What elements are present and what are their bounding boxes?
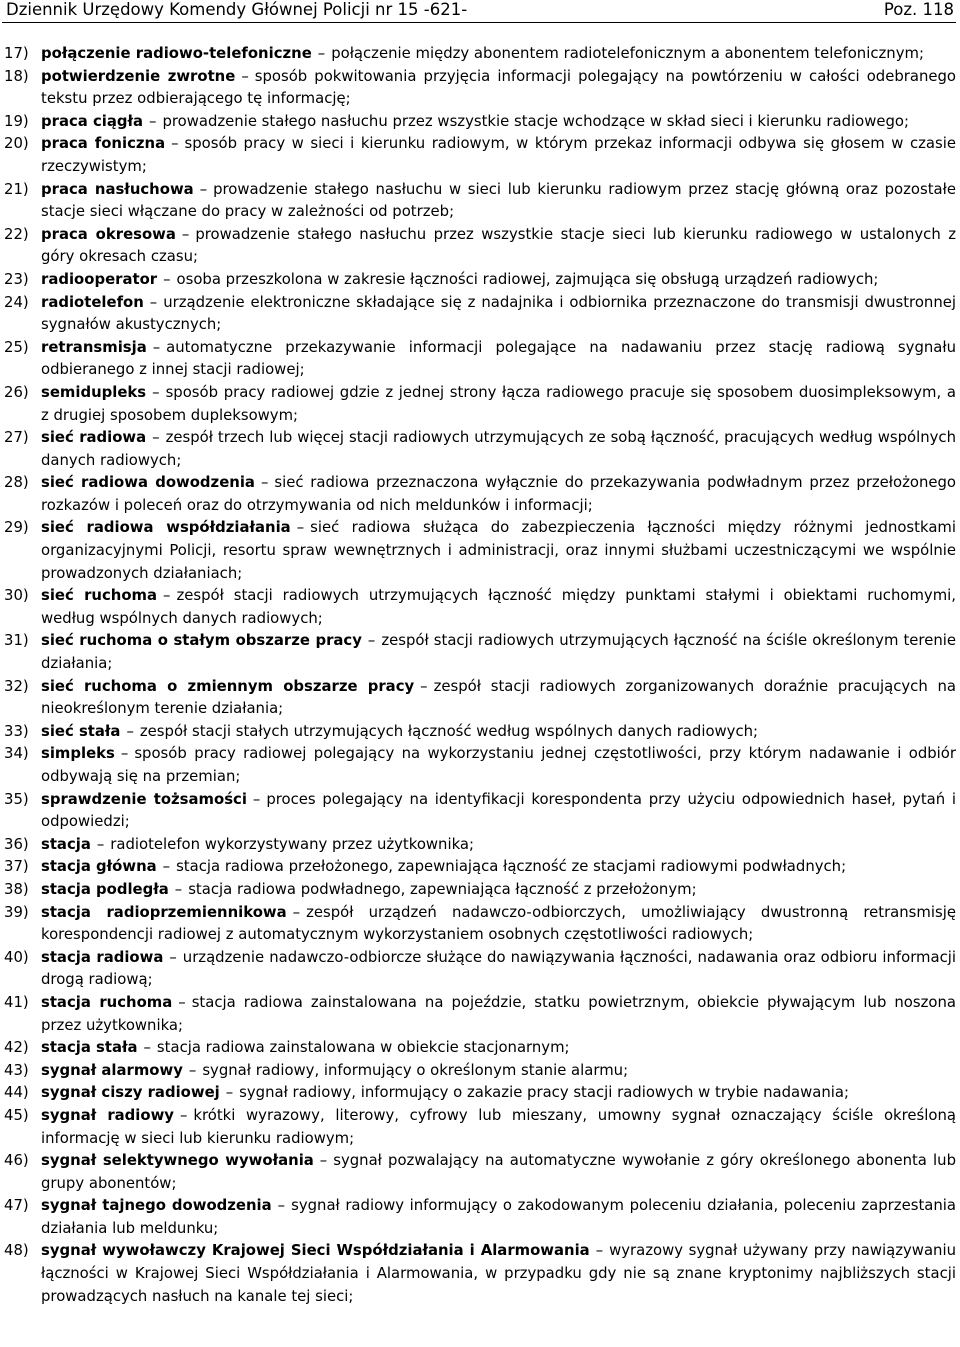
defined-term: sygnał wywoławczy Krajowej Sieci Współdziałania i Alarmowania — [41, 1241, 590, 1260]
definition-item — [2, 291, 956, 336]
item-body — [41, 1081, 956, 1104]
item-number: 38) — [4, 879, 29, 898]
defined-term: simpleks — [41, 744, 115, 763]
item-number: 44) — [4, 1083, 29, 1102]
defined-term: sygnał radiowy — [41, 1105, 174, 1124]
definition-text: urządzenie nadawczo-odbiorcze służące do nawiązywania łączności, nadawania oraz odbioru informacji drogą radiową; — [41, 947, 956, 989]
definition-dash: – — [241, 66, 249, 85]
definition-item — [2, 516, 956, 584]
item-body — [41, 675, 956, 720]
defined-term: potwierdzenie zwrotne — [41, 66, 236, 85]
definition-dash: – — [225, 1083, 234, 1102]
definition-text: sposób pracy w sieci i kierunku radiowym, w którym przekaz informacji odbywa się głosem w czasie rzeczywistym; — [41, 134, 956, 175]
definition-dash: – — [178, 992, 186, 1011]
defined-term: sieć ruchoma — [41, 586, 158, 605]
item-body — [41, 878, 956, 901]
item-number: 27) — [4, 428, 29, 447]
item-body — [41, 991, 956, 1036]
item-body — [41, 110, 956, 133]
definition-item — [2, 720, 956, 743]
definition-item — [2, 742, 956, 787]
definition-item — [2, 946, 956, 991]
definition-item — [2, 1149, 956, 1194]
item-body — [41, 291, 956, 336]
definition-item — [2, 1081, 956, 1104]
definition-item — [2, 223, 956, 268]
definition-text: urządzenie elektroniczne składające się z nadajnika i odbiornika przeznaczone do transmisji dwustronnej sygnałów akustycznych; — [41, 292, 956, 334]
definition-item — [2, 1059, 956, 1082]
definition-item — [2, 110, 956, 133]
definition-dash: – — [163, 269, 171, 288]
defined-term: połączenie radiowo-telefoniczne — [41, 44, 312, 62]
item-body — [41, 720, 956, 743]
definition-item — [2, 65, 956, 110]
defined-term: stacja ruchoma — [41, 992, 173, 1011]
definition-dash: – — [595, 1241, 604, 1260]
definition-dash: – — [188, 1060, 197, 1079]
item-number: 40) — [4, 947, 29, 966]
defined-term: praca ciągła — [41, 111, 144, 130]
definition-item — [2, 855, 956, 878]
definition-text: proces polegający na identyfikacji korespondenta przy użyciu odpowiednich haseł, pytań i odpowiedzi; — [41, 789, 956, 831]
definition-item — [2, 42, 956, 65]
item-body — [41, 426, 956, 471]
item-body — [41, 629, 956, 674]
definition-text: prowadzenie stałego nasłuchu w sieci lub kierunku radiowym przez stację główną oraz pozostałe stacje sieci włączane do pracy w zależności od potrzeb; — [41, 179, 956, 221]
definition-item — [2, 901, 956, 946]
definition-item — [2, 268, 956, 291]
defined-term: stacja stała — [41, 1038, 138, 1057]
item-body — [41, 132, 956, 177]
defined-term: stacja radiowa — [41, 947, 164, 966]
definition-dash: – — [152, 337, 161, 356]
definition-text: prowadzenie stałego nasłuchu przez wszystkie stacje sieci lub kierunku radiowego w ustalonych z góry okresach czasu; — [41, 224, 957, 266]
definition-dash: – — [162, 857, 171, 876]
definition-item — [2, 991, 956, 1036]
definition-dash: – — [152, 382, 160, 401]
definition-dash: – — [277, 1196, 286, 1215]
item-body — [41, 336, 956, 381]
definition-item — [2, 1104, 956, 1149]
item-number: 25) — [4, 337, 29, 356]
definition-text: zespół stacji radiowych zorganizowanych doraźnie pracujących na nieokreślonym terenie działania; — [41, 676, 956, 718]
defined-term: radiooperator — [41, 269, 158, 288]
item-body — [41, 584, 956, 629]
item-number: 48) — [4, 1241, 29, 1260]
definition-text: automatyczne przekazywanie informacji polegające na nadawaniu przez stację radiową sygnału odbieranego z innej stacji radiowej; — [41, 337, 956, 379]
definition-text: stacja radiowa przełożonego, zapewniająca łączność ze stacjami radiowymi podwładnych; — [176, 857, 847, 876]
definition-text: zespół stacji radiowych utrzymujących łączność między punktami stałymi i obiektami ruchomymi, według wspólnych danych radiowych; — [41, 586, 956, 627]
definition-text: zespół urządzeń nadawczo-odbiorczych, umożliwiający dwustronną retransmisję korespondencji radiowej z automatycznym wykorzystaniem osobnych częstotliwości radiowych; — [41, 902, 956, 944]
definition-item — [2, 1194, 956, 1239]
defined-term: sieć radiowa współdziałania — [41, 518, 291, 537]
definition-text: sygnał radiowy, informujący o określonym stanie alarmu; — [202, 1060, 629, 1079]
definition-item — [2, 1036, 956, 1059]
definition-dash: – — [296, 518, 305, 537]
defined-term: sieć radiowa — [41, 428, 147, 447]
defined-term: sygnał tajnego dowodzenia — [41, 1196, 272, 1215]
definition-dash: – — [317, 44, 326, 62]
defined-term: sieć ruchoma o stałym obszarze pracy — [41, 631, 362, 650]
journal-title: Dziennik Urzędowy Komendy Głównej Policji nr 15 -621- — [6, 0, 468, 19]
defined-term: sygnał selektywnego wywołania — [41, 1151, 314, 1170]
definition-text: zespół trzech lub więcej stacji radiowych utrzymujących ze sobą łączność, pracujących według wspólnych danych radiowych; — [41, 428, 956, 469]
definition-dash: – — [163, 586, 171, 605]
item-body — [41, 268, 956, 291]
item-number: 18) — [4, 66, 29, 85]
item-number: 42) — [4, 1038, 29, 1057]
definition-text: sposób pracy radiowej polegający na wykorzystaniu jednej częstotliwości, przy którym nadawanie i odbiór odbywają się na przemian; — [41, 744, 956, 785]
item-number: 31) — [4, 631, 29, 650]
item-number: 46) — [4, 1151, 29, 1170]
definition-text: stacja radiowa zainstalowana w obiekcie stacjonarnym; — [156, 1038, 570, 1057]
definition-item — [2, 675, 956, 720]
definition-text: prowadzenie stałego nasłuchu przez wszystkie stacje wchodzące w skład sieci i kierunku radiowego; — [162, 111, 910, 130]
definition-dash: – — [120, 744, 129, 763]
definition-item — [2, 878, 956, 901]
definition-dash: – — [174, 879, 183, 898]
item-number: 39) — [4, 902, 29, 921]
item-number: 30) — [4, 586, 29, 605]
definition-text: stacja radiowa zainstalowana na pojeździe, statku powietrznym, obiekcie pływającym lub noszona przez użytkownika; — [41, 992, 956, 1034]
item-body — [41, 178, 956, 223]
definition-dash: – — [292, 902, 301, 921]
definition-item — [2, 1239, 956, 1307]
item-body — [41, 833, 956, 856]
item-number: 29) — [4, 518, 29, 537]
definition-dash: – — [152, 428, 160, 447]
item-number: 47) — [4, 1196, 29, 1215]
item-body — [41, 1194, 956, 1239]
definitions-list — [2, 23, 956, 1307]
defined-term: sprawdzenie tożsamości — [41, 789, 247, 808]
definition-text: sposób pokwitowania przyjęcia informacji polegający na powtórzeniu w całości odebranego tekstu przez odbierającego tę informację; — [41, 66, 957, 108]
definition-text: sygnał radiowy, informujący o zakazie pracy stacji radiowych w trybie nadawania; — [239, 1083, 849, 1102]
item-body — [41, 1149, 956, 1194]
item-body — [41, 65, 956, 110]
item-number: 23) — [4, 269, 29, 288]
definition-dash: – — [367, 631, 376, 650]
definition-dash: – — [126, 721, 134, 740]
definition-dash: – — [171, 134, 179, 153]
item-number: 28) — [4, 473, 29, 492]
item-number: 17) — [4, 44, 29, 62]
item-body — [41, 381, 956, 426]
item-number: 20) — [4, 134, 29, 153]
item-number: 22) — [4, 224, 29, 243]
definition-text: sygnał radiowy informujący o zakodowanym poleceniu działania, poleceniu zaprzestania działania lub meldunku; — [41, 1196, 956, 1237]
definition-item — [2, 788, 956, 833]
item-body — [41, 1104, 956, 1149]
definition-text: krótki wyrazowy, literowy, cyfrowy lub mieszany, umowny sygnał oznaczający ściśle określoną informację w sieci lub kierunku radiowym; — [41, 1105, 956, 1147]
definition-dash: – — [181, 224, 190, 243]
item-number: 24) — [4, 292, 29, 311]
defined-term: stacja radioprzemiennikowa — [41, 902, 287, 921]
item-number: 21) — [4, 179, 29, 198]
definition-dash: – — [252, 789, 261, 808]
item-body — [41, 516, 956, 584]
defined-term: praca foniczna — [41, 134, 166, 153]
item-body — [41, 223, 956, 268]
item-body — [41, 1036, 956, 1059]
defined-term: sieć radiowa dowodzenia — [41, 473, 255, 492]
item-number: 37) — [4, 857, 29, 876]
position-number: Poz. 118 — [883, 0, 954, 19]
defined-term: praca okresowa — [41, 224, 176, 243]
definition-dash: – — [149, 111, 157, 130]
item-number: 34) — [4, 744, 29, 763]
definition-dash: – — [143, 1038, 151, 1057]
definition-dash: – — [199, 179, 208, 198]
item-number: 32) — [4, 676, 29, 695]
definition-dash: – — [169, 947, 177, 966]
item-number: 36) — [4, 834, 29, 853]
definition-item — [2, 426, 956, 471]
item-number: 26) — [4, 382, 29, 401]
definition-dash: – — [149, 292, 158, 311]
definition-text: stacja radiowa podwładnego, zapewniająca łączność z przełożonym; — [188, 879, 697, 898]
item-body — [41, 1239, 956, 1307]
definition-text: sygnał pozwalający na automatyczne wywołanie z góry określonego abonenta lub grupy abonentów; — [41, 1151, 956, 1192]
definition-item — [2, 629, 956, 674]
item-body — [41, 742, 956, 787]
page-header — [2, 0, 956, 23]
defined-term: sygnał ciszy radiowej — [41, 1083, 220, 1102]
definition-dash: – — [260, 473, 269, 492]
definition-text: sieć radiowa służąca do zabezpieczenia łączności między różnymi jednostkami organizacyjnymi Policji, resortu spraw wewnętrznych i administracji, oraz innymi służbami uczestniczącymi we wspólnie prowadzonych działaniach; — [41, 518, 957, 582]
item-body — [41, 788, 956, 833]
definition-text: połączenie między abonentem radiotelefonicznym a abonentem telefonicznym; — [331, 44, 924, 62]
definition-text: radiotelefon wykorzystywany przez użytkownika; — [110, 834, 475, 853]
definition-item — [2, 584, 956, 629]
definition-item — [2, 132, 956, 177]
definition-item — [2, 381, 956, 426]
definition-text: sieć radiowa przeznaczona wyłącznie do przekazywania podwładnym przez przełożonego rozkazów i poleceń oraz do otrzymywania od nich meldunków i informacji; — [41, 473, 956, 514]
item-body — [41, 855, 956, 878]
definition-text: wyrazowy sygnał używany przy nawiązywaniu łączności w Krajowej Sieci Współdziałania i Alarmowania, w przypadku gdy nie są znane kryptonimy najbliższych stacji prowadzących nasłuch na kanale tej sieci; — [41, 1241, 956, 1305]
definition-text: zespół stacji radiowych utrzymujących łączność na ściśle określonym terenie działania; — [41, 631, 956, 673]
item-body — [41, 946, 956, 991]
defined-term: sieć stała — [41, 721, 121, 740]
item-body — [41, 471, 956, 516]
defined-term: retransmisja — [41, 337, 147, 356]
definition-text: zespół stacji stałych utrzymujących łączność według wspólnych danych radiowych; — [139, 721, 759, 740]
item-number: 41) — [4, 992, 29, 1011]
item-body — [41, 42, 956, 65]
definition-dash: – — [179, 1105, 188, 1124]
definition-text: osoba przeszkolona w zakresie łączności radiowej, zajmująca się obsługą urządzeń radiowych; — [176, 269, 879, 288]
definition-item — [2, 833, 956, 856]
defined-term: praca nasłuchowa — [41, 179, 194, 198]
item-number: 33) — [4, 721, 29, 740]
definition-item — [2, 336, 956, 381]
definition-dash: – — [420, 676, 428, 695]
definition-item — [2, 178, 956, 223]
defined-term: stacja podległa — [41, 879, 169, 898]
defined-term: sygnał alarmowy — [41, 1060, 183, 1079]
defined-term: radiotelefon — [41, 292, 144, 311]
defined-term: stacja główna — [41, 857, 157, 876]
defined-term: semidupleks — [41, 382, 147, 401]
item-body — [41, 901, 956, 946]
item-number: 35) — [4, 789, 29, 808]
defined-term: sieć ruchoma o zmiennym obszarze pracy — [41, 676, 415, 695]
definition-dash: – — [319, 1151, 328, 1170]
definition-text: sposób pracy radiowej gdzie z jednej strony łącza radiowego pracuje się sposobem duosimpleksowym, a z drugiej sposobem dupleksowym; — [41, 382, 956, 424]
item-body — [41, 1059, 956, 1082]
definition-item — [2, 471, 956, 516]
item-number: 45) — [4, 1105, 29, 1124]
definition-dash: – — [96, 834, 105, 853]
item-number: 19) — [4, 111, 29, 130]
defined-term: stacja — [41, 834, 91, 853]
item-number: 43) — [4, 1060, 29, 1079]
